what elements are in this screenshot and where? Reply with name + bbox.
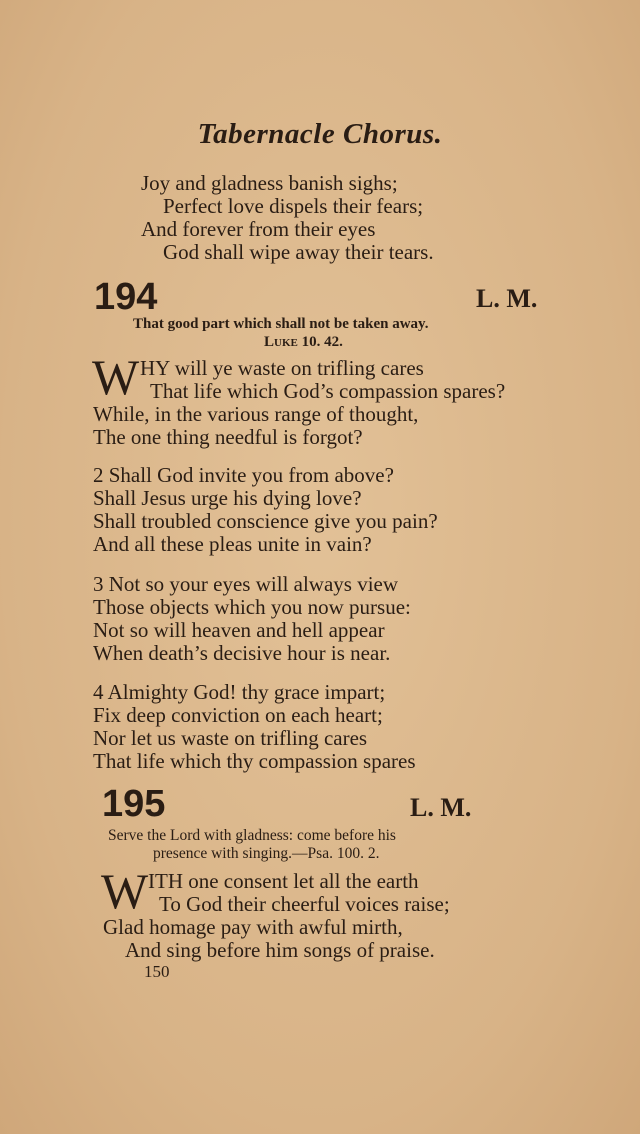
hymn-194-v3-line-1: 3 Not so your eyes will always view <box>93 572 399 596</box>
continuation-line-4: God shall wipe away their tears. <box>163 240 434 264</box>
hymn-194-v4-line-1: 4 Almighty God! thy grace impart; <box>93 680 386 704</box>
hymn-194-v1-line-4: The one thing needful is forgot? <box>93 425 363 449</box>
page-number: 150 <box>144 962 170 981</box>
hymn-194-v3-line-4: When death’s decisive hour is near. <box>93 641 391 665</box>
hymn-number-195: 195 <box>102 783 166 825</box>
hymn-194-v4-line-2: Fix deep conviction on each heart; <box>93 703 383 727</box>
hymn-number-194: 194 <box>94 276 158 318</box>
continuation-line-3: And forever from their eyes <box>141 217 376 241</box>
hymn-194-v4-line-3: Nor let us waste on trifling cares <box>93 726 368 750</box>
hymn-195-v1-line-2: To God their cheerful voices raise; <box>159 892 450 916</box>
hymn-195-v1-line-3: Glad homage pay with awful mirth, <box>103 915 403 939</box>
hymn-195-v1-line-1: ITH one consent let all the earth <box>148 869 419 893</box>
hymn-195-dropcap: W <box>101 863 149 919</box>
hymn-194-epigraph: That good part which shall not be taken away. <box>133 316 429 332</box>
running-header: Tabernacle Chorus. <box>197 118 443 150</box>
hymn-194-v3-line-2: Those objects which you now pursue: <box>93 595 411 619</box>
hymn-194-v1-line-3: While, in the various range of thought, <box>93 402 419 426</box>
hymn-195-epigraph-line-2: presence with singing.—Psa. 100. 2. <box>153 845 380 862</box>
hymn-194-v2-line-1: 2 Shall God invite you from above? <box>93 463 394 487</box>
hymn-194-dropcap: W <box>92 349 140 405</box>
hymn-194-v3-line-3: Not so will heaven and hell appear <box>93 618 385 642</box>
hymn-meter-195: L. M. <box>410 793 472 822</box>
hymn-195-epigraph-line-1: Serve the Lord with gladness: come before his <box>108 827 396 844</box>
hymn-meter-194: L. M. <box>476 284 538 313</box>
hymn-194-v2-line-3: Shall troubled conscience give you pain? <box>93 509 438 533</box>
hymn-194-v2-line-4: And all these pleas unite in vain? <box>93 532 372 556</box>
hymn-194-v4-line-4: That life which thy compassion spares <box>93 749 416 773</box>
hymn-194-v1-line-1: HY will ye waste on trifling cares <box>140 356 424 380</box>
continuation-line-2: Perfect love dispels their fears; <box>163 194 424 218</box>
hymn-194-v1-line-2: That life which God’s compassion spares? <box>150 379 506 403</box>
hymn-194-v2-line-2: Shall Jesus urge his dying love? <box>93 486 362 510</box>
hymn-194-reference: Luke 10. 42. <box>264 334 343 350</box>
hymn-195-v1-line-4: And sing before him songs of praise. <box>125 938 435 962</box>
continuation-line-1: Joy and gladness banish sighs; <box>141 171 398 195</box>
